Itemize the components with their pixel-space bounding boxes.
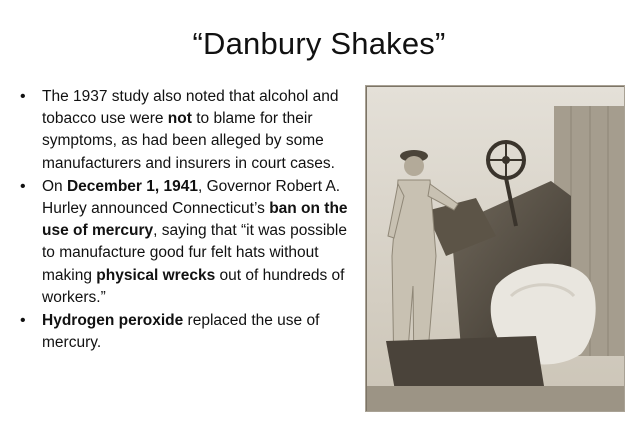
bullet-text: , saying that “it was possible to manufacture good fur felt hats without making <box>42 222 347 284</box>
bullet-text: On <box>42 177 67 195</box>
bullet-text: The 1937 study also noted that alcohol and tobacco use were <box>42 88 339 128</box>
bullet-emphasis: physical wrecks <box>96 266 216 284</box>
slide-title: “Danbury Shakes” <box>192 26 446 61</box>
bullet-list <box>20 86 358 355</box>
bullet-text: , Governor Robert A. Hurley announced Connecticut’s <box>42 177 341 218</box>
bullet-emphasis: not <box>167 110 192 128</box>
bullet-emphasis: December 1, 1941 <box>66 177 198 195</box>
bullet-emphasis: Hydrogen peroxide <box>42 312 184 330</box>
photo-illustration <box>366 86 625 412</box>
bullet-item <box>20 86 358 175</box>
bullet-text: replaced the use of mercury. <box>42 312 320 352</box>
bullet-emphasis: ban on the use of mercury <box>42 200 348 240</box>
bullet-text: to blame for their symptoms, as had been alleged by some manufacturers and insurers in court cases. <box>42 110 335 172</box>
bullet-text: out of hundreds of workers.” <box>42 266 345 306</box>
historical-photo <box>365 85 625 412</box>
bullet-item <box>20 310 358 354</box>
worker-head <box>404 156 424 176</box>
bullet-item <box>20 176 358 309</box>
